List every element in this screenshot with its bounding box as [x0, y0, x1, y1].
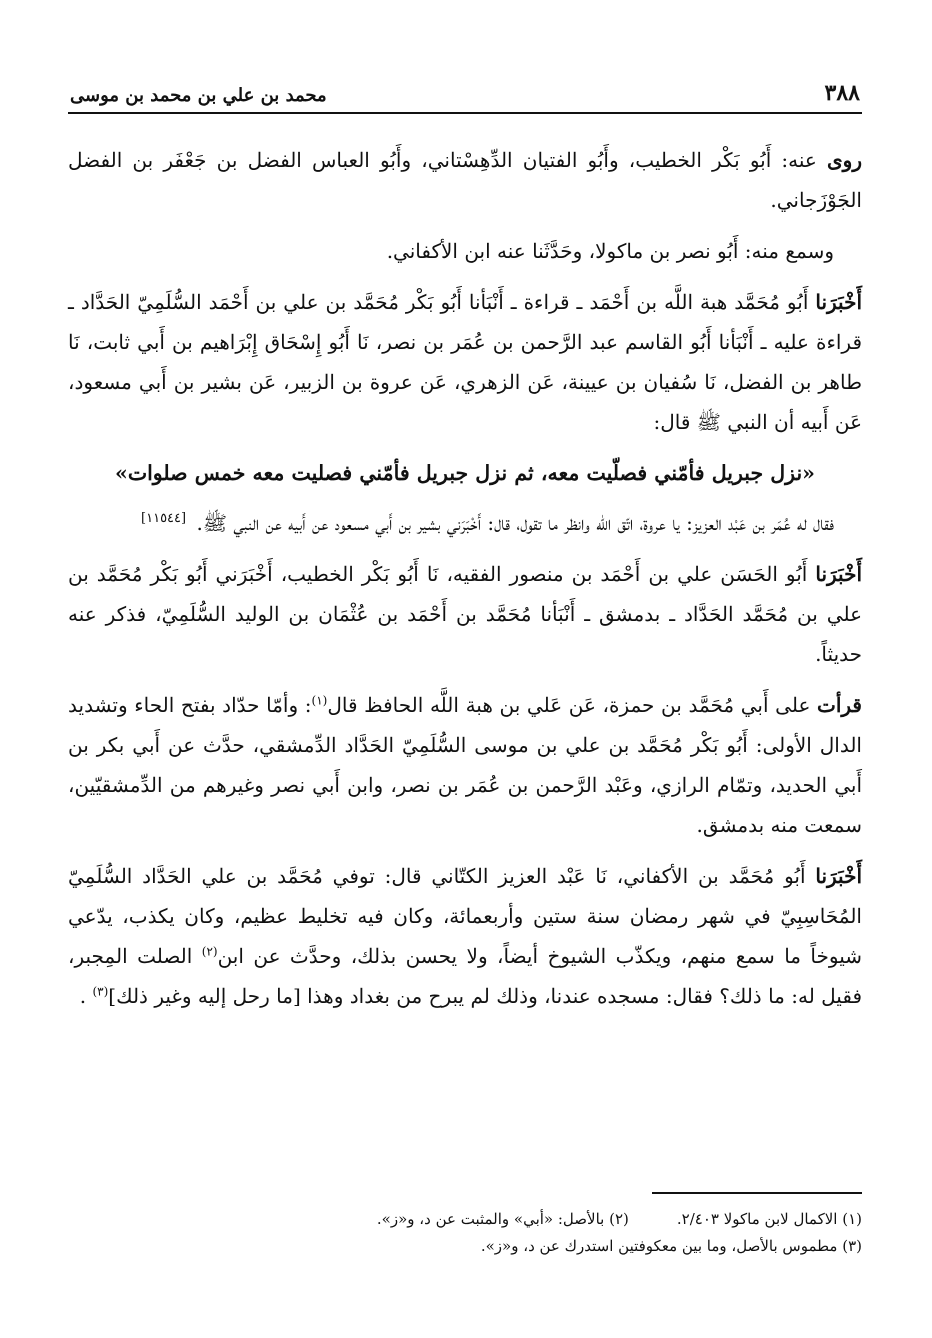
paragraph-lead: أَخْبَرَنا [815, 562, 862, 586]
hadith-reference-number: [١١٥٤٤] [141, 511, 187, 527]
footnote-marker-3: (٣) [92, 984, 109, 999]
paragraph-text: أَبُو مُحَمَّد هبة اللَّه بن أَحْمَد ـ قراءة ـ أَنْبَأنا أَبُو بَكْر مُحَمَّد بن علي بن أَحْمَد السُّلَمِيّ الحَدَّاد ـ قراءة عليه ـ أَنْبَأنا أَبُو القاسم عبد الرَّحمن بن عُمَر بن نصر، نَا أَبُو إِسْحَاق إِبْرَاهيم بن أَبي ثابت، نَا طاهر بن الفضل، نَا سُفيان بن عيينة، عَن الزهري، عَن عروة بن الزبير، عَن بشير بن أَبي مسعود، عَن أَبيه أن النبي ﷺ قال: [68, 290, 862, 434]
footnote-row [70, 1233, 862, 1260]
paragraph-lead: أَخْبَرَنا [815, 864, 863, 888]
page-number: ٣٨٨ [824, 80, 860, 106]
footnote-row [70, 1206, 862, 1233]
paragraph-text-cont: الصلت المِجبر، فقيل له: ما ذلك؟ فقال: مسجده عندنا، وذلك لم يبرح من بغداد وهذا [ما رحل إليه وغير ذلك] [68, 944, 862, 1008]
header-divider [68, 112, 862, 114]
paragraph-umar-reply [68, 503, 862, 543]
paragraph-text: أَبُو الحَسَن علي بن أَحْمَد بن منصور الفقيه، نَا أَبُو بَكْر الخطيب، أَخْبَرَني أَبُو بَكْر مُحَمَّد بن علي بن مُحَمَّد الحَدَّاد ـ بدمشق ـ أَنْبَأنا مُحَمَّد بن أَحْمَد بن عُثْمَان بن الوليد السُّلَمِيّ، فذكر عنه حديثاً. [68, 562, 862, 666]
paragraph-text-cont: : وأمّا حدّاد بفتح الحاء وتشديد الدال الأولى: أَبُو بَكْر مُحَمَّد بن علي بن موسى السُّلَمِيّ الحَدَّاد الدِّمشقي، حدَّث عن أَبي بكر بن أَبي الحديد، وتمّام الرازي، وعَبْد الرَّحمن بن عُمَر بن نصر، وابن أَبي نصر وغيرهم من الدِّمشقيّين، سمعت منه بدمشق. [68, 693, 862, 837]
paragraph-reading [68, 685, 862, 845]
footnote-marker-1: (١) [311, 693, 328, 708]
page-header [70, 70, 860, 106]
main-text [68, 140, 862, 1027]
paragraph-heard-from [68, 231, 862, 271]
paragraph-isnad-2 [68, 554, 862, 674]
footnote-3: (٣) مطموس بالأصل، وما بين معكوفتين استدرك عن د، و«ز». [480, 1237, 862, 1255]
footnote-1: (١) الاكمال لابن ماكولا ٢/٤٠٣. [676, 1210, 862, 1228]
footnote-divider [652, 1192, 862, 1194]
paragraph-text-end: . [79, 984, 93, 1008]
paragraph-text: وسمع منه: أَبُو نصر بن ماكولا، وحَدَّثَنا عنه ابن الأكفاني. [386, 239, 834, 263]
footnote-2: (٢) بالأصل: «أبي» والمثبت عن د، و«ز». [376, 1210, 629, 1228]
running-title: محمد بن علي بن محمد بن موسى [70, 85, 327, 106]
paragraph-text: أَبُو مُحَمَّد بن الأكفاني، نَا عَبْد العزيز الكتّاني قال: توفي مُحَمَّد بن علي الحَدَّاد السُّلَمِيّ المُحَاسِبِيّ في شهر رمضان سنة ستين وأربعمائة، وكان فيه تخليط عظيم، وكان يكذب، يدّعي شيوخاً ما سمع منهم، ويكذّب الشيوخ أيضاً، ولا يحسن بذلك، وحدَّث عن ابن [68, 864, 863, 968]
footnotes [70, 1206, 862, 1260]
paragraph-text: فقال له عُمَر بن عَبْد العزيز: يا عروة، اتّق اللّه وانظر ما تقول، قال: أَخْبَرَني بشير بن أَبي مسعود عن أَبيه عن النبي ﷺ. [196, 511, 834, 535]
paragraph-death [68, 856, 862, 1016]
paragraph-isnad-1 [68, 282, 862, 442]
paragraph-text: على أَبي مُحَمَّد بن حمزة، عَن عَلي بن هبة اللَّه الحافظ قال [327, 693, 811, 717]
paragraph-lead: قرأت [817, 693, 862, 717]
paragraph-narrators [68, 140, 862, 220]
paragraph-lead: روى [827, 148, 862, 172]
footnote-marker-2: (٢) [201, 944, 218, 959]
paragraph-text: عنه: أَبُو بَكْر الخطيب، وأَبُو الفتيان الدِّهِسْتاني، وأَبُو العباس الفضل بن جَعْفَر بن الفضل الجَوْزَجاني. [68, 148, 862, 212]
hadith-text: «نزل جبريل فأمّني فصلّيت معه، ثم نزل جبريل فأمّني فصليت معه خمس صلوات» [115, 461, 815, 485]
paragraph-lead: أَخْبَرَنا [815, 290, 863, 314]
